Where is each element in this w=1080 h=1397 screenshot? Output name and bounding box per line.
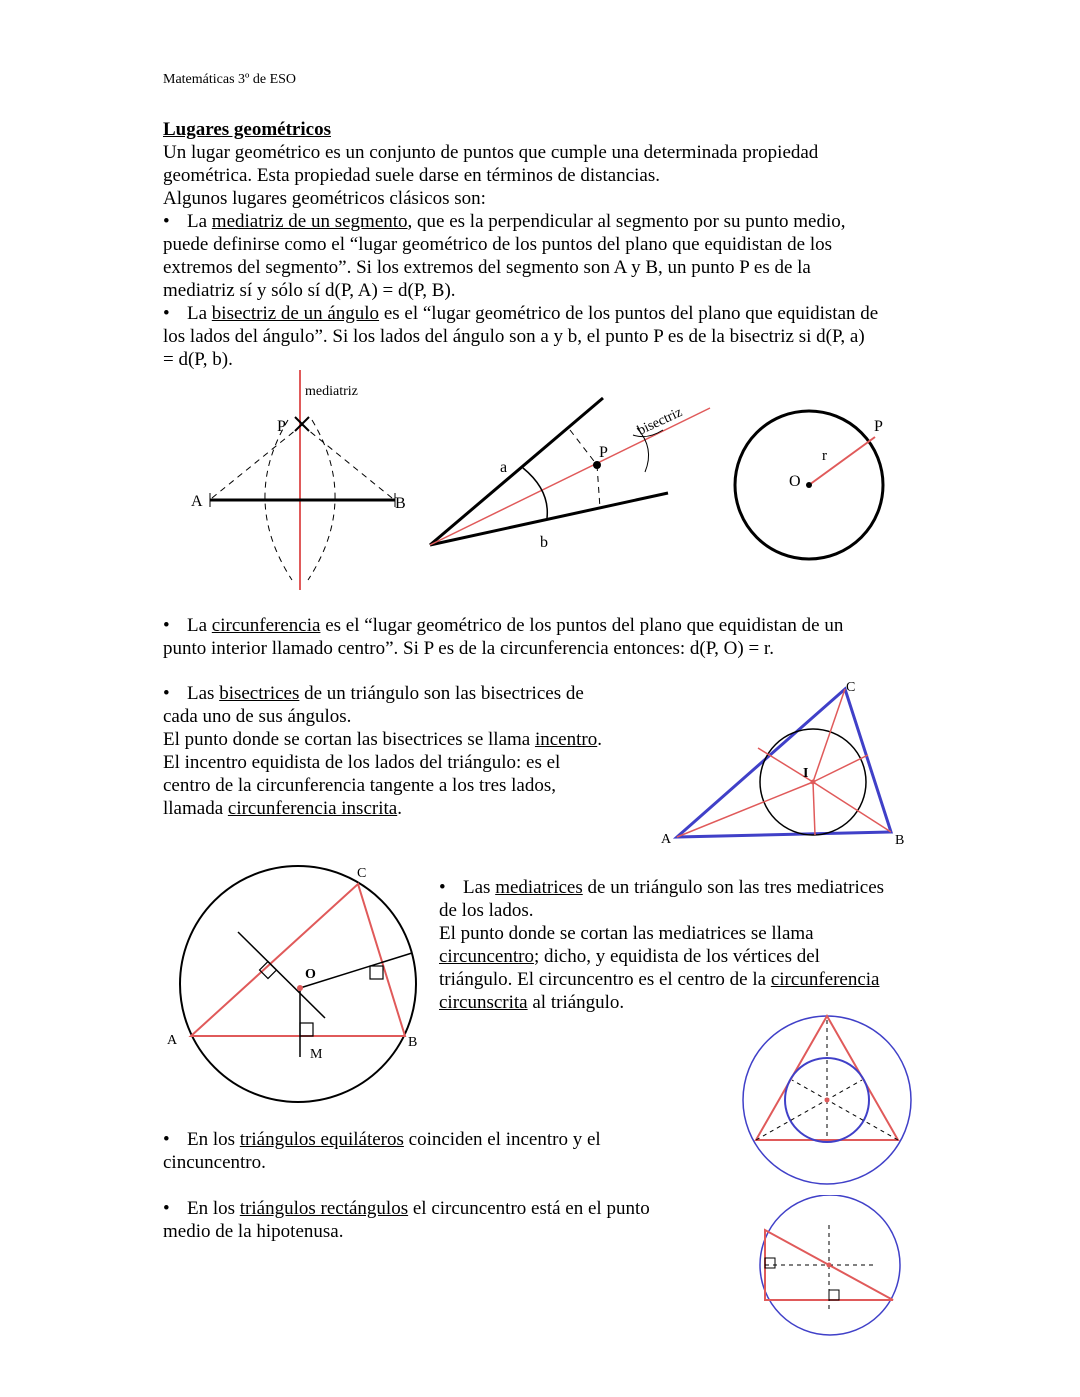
center-point <box>806 482 812 488</box>
point-m-label: M <box>310 1047 323 1062</box>
mediatrices-line-4: circuncentro; dicho, y equidista de los vértices del <box>439 946 820 967</box>
circuncentro-term: circuncentro <box>439 946 534 967</box>
point-i-label: I <box>803 766 809 781</box>
mediatrices-line-5: triángulo. El circuncentro es el centro de la circunferencia <box>439 969 880 990</box>
point-o-label: O <box>305 967 316 982</box>
section-title: Lugares geométricos <box>163 119 331 140</box>
bisectriz-figure <box>425 390 715 560</box>
bisectrices-line-2: cada uno de sus ángulos. <box>163 706 352 727</box>
incentro-point <box>811 780 816 785</box>
side-b-label: b <box>540 534 548 551</box>
side-b <box>430 493 668 545</box>
bullet: • <box>163 1129 170 1150</box>
bisectrices-line-6: llamada circunferencia inscrita. <box>163 798 402 819</box>
circuncentro-point <box>297 985 303 991</box>
bisectriz-label: bisectriz <box>635 404 685 439</box>
equilateros-line-2: cincuncentro. <box>163 1152 266 1173</box>
mediatriz-label: mediatriz <box>305 384 358 399</box>
intro-line-1: Un lugar geométrico es un conjunto de puntos que cumple una determinada propiedad <box>163 142 819 163</box>
bullet: • <box>163 211 170 232</box>
bullet: • <box>163 303 170 324</box>
bisectrices-block <box>163 682 602 820</box>
mediatrices-term: mediatrices <box>495 877 583 898</box>
point-b-label: B <box>395 495 406 512</box>
point-p-label: P <box>599 444 608 461</box>
bullet: • <box>163 615 170 636</box>
point-p <box>593 461 601 469</box>
circle-figure <box>725 405 900 570</box>
intro-line-3: Algunos lugares geométricos clásicos son: <box>163 188 486 209</box>
bullet: • <box>163 1198 170 1219</box>
bullet: • <box>163 683 170 704</box>
point-a-label: A <box>661 832 672 847</box>
mediatriz-line-4: mediatriz sí y sólo sí d(P, A) = d(P, B). <box>163 280 456 301</box>
mediatrices-line-3: El punto donde se cortan las mediatrices se llama <box>439 923 814 944</box>
point-a-label: A <box>191 493 203 510</box>
rectangulos-term: triángulos rectángulos <box>239 1198 409 1219</box>
mediatriz-line-2: puede definirse como el “lugar geométrico de los puntos del plano que equidistan de los <box>163 234 833 255</box>
triangle-abc <box>191 884 405 1036</box>
circumscribed-circle <box>180 866 416 1102</box>
rectangulos-line-2: medio de la hipotenusa. <box>163 1221 344 1242</box>
point-c-label: C <box>846 680 856 695</box>
bisectrices-line-5: centro de la circunferencia tangente a los tres lados, <box>163 775 557 796</box>
mediatriz-term: mediatriz de un segmento <box>211 211 408 232</box>
incentro-figure <box>655 672 915 852</box>
circuncentro-figure <box>160 860 425 1105</box>
bisectrices-line-4: El incentro equidista de los lados del triángulo: es el <box>163 752 561 773</box>
radius-line <box>809 437 875 485</box>
radius-r-label: r <box>822 448 827 464</box>
rectangulos-block <box>163 1197 650 1243</box>
point-a-label: A <box>167 1033 178 1048</box>
center-point <box>825 1098 830 1103</box>
circunferencia-line-1: • La circunferencia es el “lugar geométrico de los puntos del plano que equidistan de un <box>163 615 844 636</box>
intro-block <box>163 118 878 371</box>
circunferencia-term: circunferencia <box>211 615 321 636</box>
right-triangle-figure <box>755 1195 910 1340</box>
incentro-term: incentro <box>534 729 598 750</box>
mediatrices-block <box>439 876 884 1014</box>
point-c-label: C <box>357 866 367 881</box>
page-header: Matemáticas 3º de ESO <box>163 72 297 87</box>
side-a <box>430 398 603 545</box>
equilateros-term: triángulos equiláteros <box>239 1129 404 1150</box>
circunscrita-term: circunscrita <box>439 992 528 1013</box>
circunferencia-block <box>163 614 843 660</box>
mediatriz-figure <box>180 365 420 595</box>
circunferencia-line-2: punto interior llamado centro”. Si P es de la circunferencia entonces: d(P, O) = r. <box>163 638 774 659</box>
bisectrices-line-3: El punto donde se cortan las bisectrices se llama incentro. <box>163 729 602 750</box>
bisectrices-term: bisectrices <box>219 683 300 704</box>
bisectriz-line-3: = d(P, b). <box>163 349 233 370</box>
rectangulos-line-1: • En los triángulos rectángulos el circuncentro está en el punto <box>163 1198 650 1219</box>
circunferencia-term: circunferencia <box>770 969 880 990</box>
intro-line-2: geométrica. Esta propiedad suele darse en términos de distancias. <box>163 165 660 186</box>
mediatriz-line-1: • La mediatriz de un segmento, que es la perpendicular al segmento por su punto medio, <box>163 211 846 232</box>
triangle-abc <box>677 689 891 837</box>
bullet: • <box>439 877 446 898</box>
bisectriz-term: bisectriz de un ángulo <box>211 303 380 324</box>
mediatriz-line-3: extremos del segmento”. Si los extremos del segmento son A y B, un punto P es de la <box>163 257 811 278</box>
point-b-label: B <box>895 833 905 848</box>
point-b-label: B <box>408 1035 418 1050</box>
side-a-label: a <box>500 459 508 476</box>
point-p-label: P <box>277 418 286 435</box>
bisectrices-line-1: • Las bisectrices de un triángulo son las bisectrices de <box>163 683 584 704</box>
mediatrices-line-6: circunscrita al triángulo. <box>439 992 625 1013</box>
bisectriz-line-1: • La bisectriz de un ángulo es el “lugar geométrico de los puntos del plano que equidistan de <box>163 303 879 324</box>
inscrita-term: circunferencia inscrita <box>227 798 398 819</box>
midpoint <box>827 1263 832 1268</box>
equilateral-figure <box>738 1012 918 1187</box>
bisectriz-line-2: los lados del ángulo”. Si los lados del ángulo son a y b, el punto P es de la bisectriz si d(P, a) <box>163 326 865 347</box>
mediatrices-line-1: • Las mediatrices de un triángulo son las tres mediatrices <box>439 877 885 898</box>
mediatrices-line-2: de los lados. <box>439 900 534 921</box>
center-o-label: O <box>789 473 801 490</box>
equilateros-block <box>163 1128 601 1174</box>
equilateros-line-1: • En los triángulos equiláteros coinciden el incentro y el <box>163 1129 601 1150</box>
bisector-line <box>430 408 710 545</box>
point-p-label: P <box>874 418 883 435</box>
